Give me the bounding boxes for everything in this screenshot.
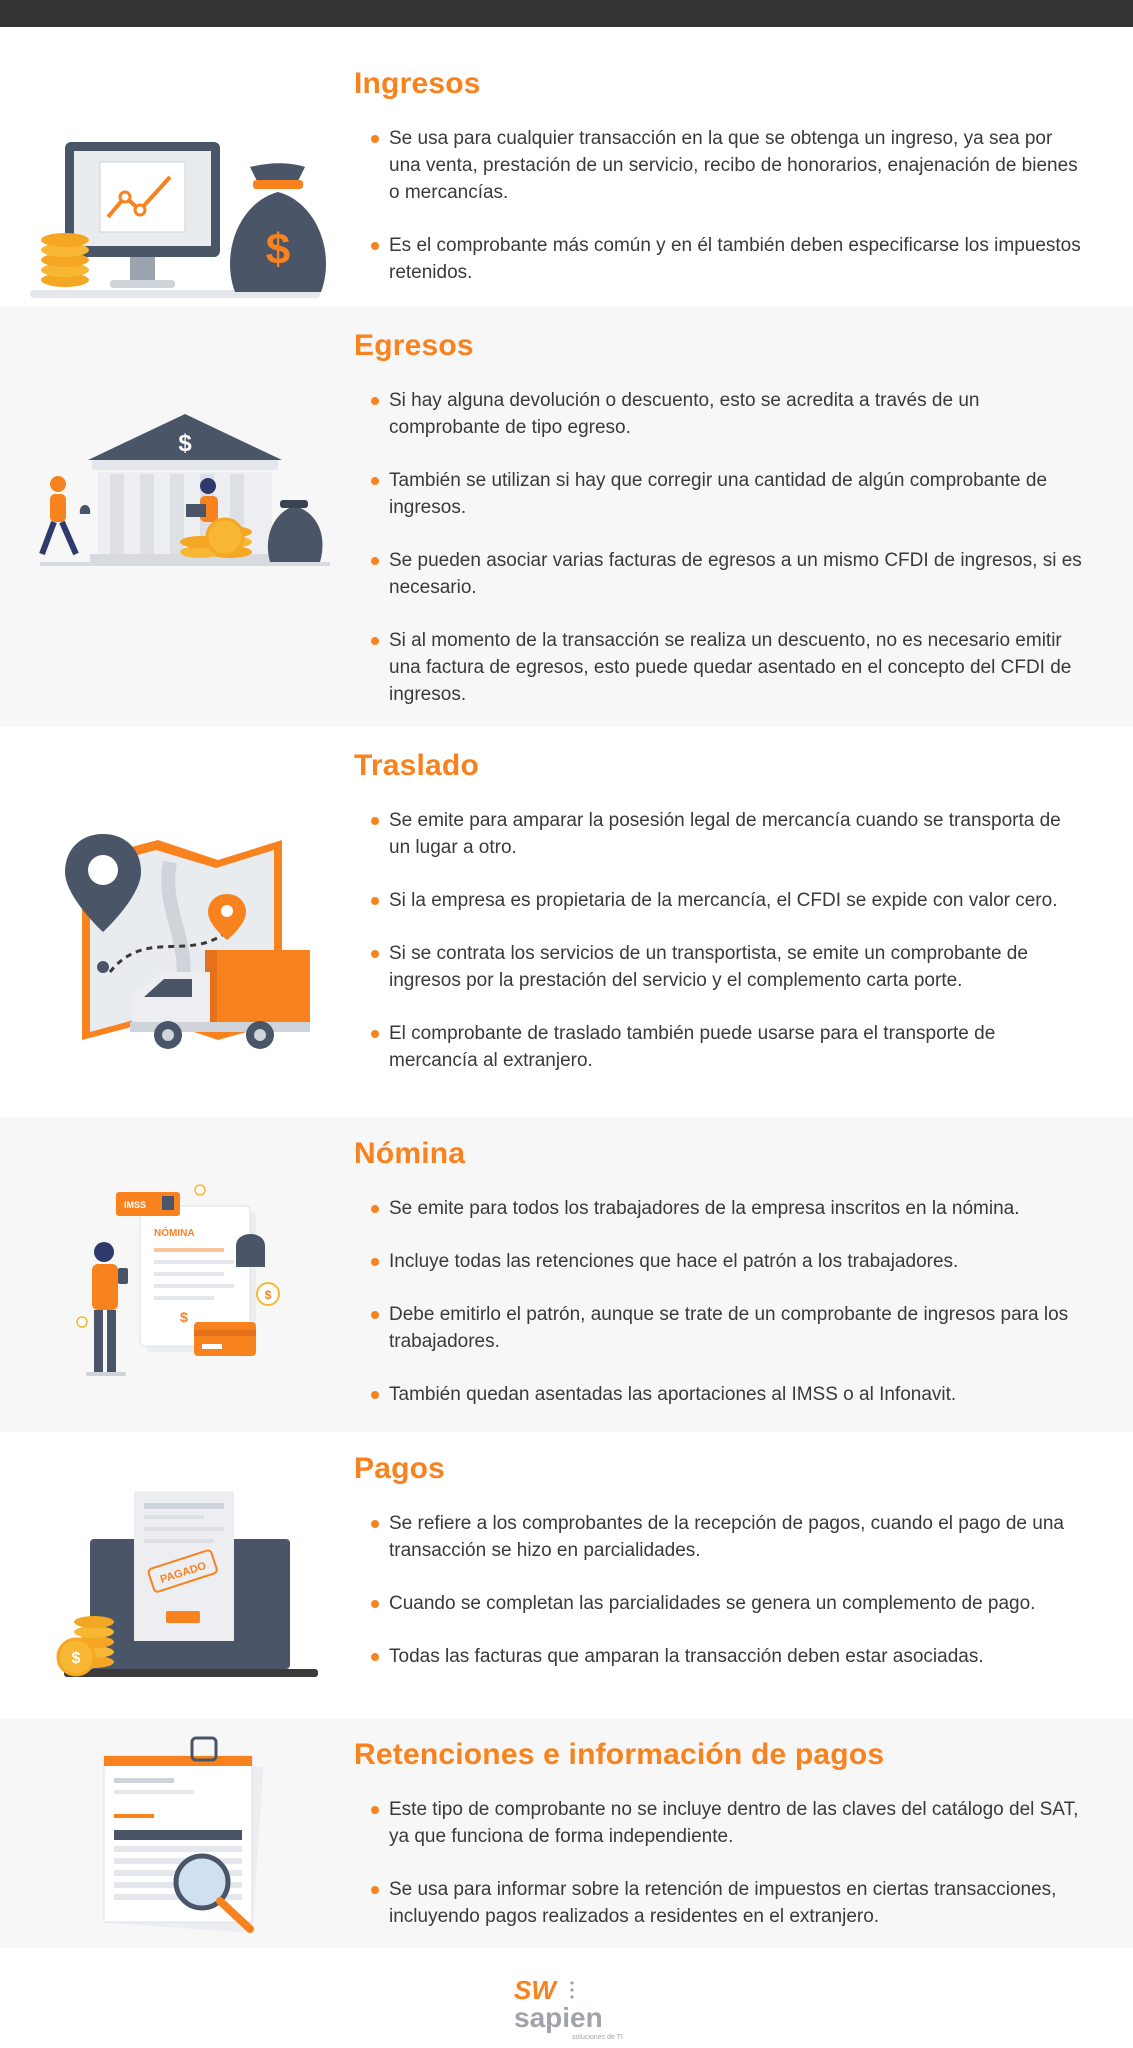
svg-text:SW: SW <box>514 1975 556 2005</box>
top-bar <box>0 0 1133 27</box>
list-item: Se emite para amparar la posesión legal de mercancía cuando se transporta de un lugar a otro. <box>354 807 1084 861</box>
bullet-dot-icon <box>371 1520 379 1528</box>
bullet-dot-icon <box>371 1311 379 1319</box>
pagos-illustration <box>20 1487 330 1692</box>
bullet-dot-icon <box>371 1600 379 1608</box>
list-item: Si al momento de la transacción se realiza un descuento, no es necesario emitir una factura de egresos, esto puede quedar asentado en el concepto del CFDI de ingresos. <box>354 627 1084 708</box>
bullet-dot-icon <box>371 397 379 405</box>
bullet-dot-icon <box>371 477 379 485</box>
section-title: Retenciones e información de pagos <box>354 1738 885 1771</box>
section-egresos <box>0 307 1133 727</box>
bullet-dot-icon <box>371 897 379 905</box>
money-bag-icon <box>268 500 323 562</box>
bullet-dot-icon <box>371 1391 379 1399</box>
svg-text:$: $ <box>265 225 291 274</box>
retenciones-illustration <box>20 1734 330 1944</box>
nomina-illustration <box>20 1182 330 1392</box>
bullet-list <box>354 807 1084 1074</box>
list-item: Se usa para informar sobre la retención de impuestos en ciertas transacciones, incluyendo pagos realizados a residentes en el extranjero. <box>354 1876 1084 1930</box>
bullet-dot-icon <box>371 557 379 565</box>
svg-text:soluciones de TI: soluciones de TI <box>572 2034 623 2041</box>
section-ingresos <box>0 27 1133 307</box>
list-item: También se utilizan si hay que corregir una cantidad de algún comprobante de ingresos. <box>354 467 1084 521</box>
list-item: Cuando se completan las parcialidades se genera un complemento de pago. <box>354 1590 1084 1617</box>
section-traslado <box>0 727 1133 1117</box>
bullet-dot-icon <box>371 1886 379 1894</box>
footer <box>0 1955 1133 2048</box>
svg-text:$: $ <box>71 1650 81 1667</box>
bullet-list <box>354 387 1084 708</box>
svg-text:$: $ <box>178 430 192 457</box>
bullet-list <box>354 125 1084 286</box>
coin-stack-icon <box>41 233 89 287</box>
list-item: Se usa para cualquier transacción en la que se obtenga un ingreso, ya sea por una venta, prestación de un servicio, recibo de honorarios, enajenación de bienes o mercancías. <box>354 125 1084 206</box>
bullet-dot-icon <box>371 637 379 645</box>
list-item: Si se contrata los servicios de un transportista, se emite un comprobante de ingresos por la prestación del servicio y el complemento carta porte. <box>354 940 1084 994</box>
list-item: Se refiere a los comprobantes de la recepción de pagos, cuando el pago de una transacción se hizo en parcialidades. <box>354 1510 1084 1564</box>
egresos-content <box>354 329 1084 708</box>
list-item: Todas las facturas que amparan la transacción deben estar asociadas. <box>354 1643 1084 1670</box>
svg-text:$: $ <box>180 1309 188 1325</box>
list-item: El comprobante de traslado también puede usarse para el transporte de mercancía al extranjero. <box>354 1020 1084 1074</box>
bullet-list <box>354 1510 1084 1670</box>
traslado-illustration <box>20 822 330 1067</box>
section-retenciones <box>0 1719 1133 1948</box>
section-pagos <box>0 1432 1133 1719</box>
pagos-content <box>354 1452 1084 1670</box>
bullet-list <box>354 1195 1084 1408</box>
list-item: Se emite para todos los trabajadores de la empresa inscritos en la nómina. <box>354 1195 1084 1222</box>
ingresos-illustration <box>20 132 330 312</box>
svg-text:sapien: sapien <box>514 2002 603 2033</box>
coin-stack-icon <box>58 1616 114 1675</box>
money-bag-icon <box>230 163 326 292</box>
person-phone-icon <box>86 1242 128 1376</box>
bullet-dot-icon <box>371 1806 379 1814</box>
invoice-document-icon <box>134 1491 234 1641</box>
egresos-illustration <box>20 402 330 587</box>
list-item: Debe emitirlo el patrón, aunque se trate de un comprobante de ingresos para los trabajadores. <box>354 1301 1084 1355</box>
bullet-dot-icon <box>371 1205 379 1213</box>
credit-card-icon <box>194 1322 256 1356</box>
bullet-list <box>354 1796 1084 1930</box>
svg-text:$: $ <box>264 1288 272 1302</box>
bullet-dot-icon <box>371 1030 379 1038</box>
list-item: Incluye todas las retenciones que hace el patrón a los trabajadores. <box>354 1248 1084 1275</box>
traslado-content <box>354 749 1084 1074</box>
person-walking-icon <box>42 476 90 554</box>
section-title: Ingresos <box>354 67 481 100</box>
bullet-dot-icon <box>371 1653 379 1661</box>
svg-text:NÓMINA: NÓMINA <box>154 1228 195 1239</box>
svg-text:IMSS: IMSS <box>124 1200 147 1210</box>
sw-sapien-logo <box>510 1973 630 2043</box>
list-item: También quedan asentadas las aportaciones al IMSS o al Infonavit. <box>354 1381 1084 1408</box>
svg-text:PAGADO: PAGADO <box>158 1559 208 1586</box>
list-item: Es el comprobante más común y en él también deben especificarse los impuestos retenidos. <box>354 232 1084 286</box>
list-item: Se pueden asociar varias facturas de egresos a un mismo CFDI de ingresos, si es necesario. <box>354 547 1084 601</box>
bullet-dot-icon <box>371 950 379 958</box>
section-title: Traslado <box>354 749 479 782</box>
list-item: Si hay alguna devolución o descuento, esto se acredita a través de un comprobante de tipo egreso. <box>354 387 1084 441</box>
ingresos-content <box>354 67 1084 286</box>
section-title: Nómina <box>354 1137 466 1170</box>
list-item: Si la empresa es propietaria de la mercancía, el CFDI se expide con valor cero. <box>354 887 1084 914</box>
list-item: Este tipo de comprobante no se incluye dentro de las claves del catálogo del SAT, ya que funciona de forma independiente. <box>354 1796 1084 1850</box>
imss-card-icon <box>116 1192 180 1216</box>
retenciones-content <box>354 1738 1084 1930</box>
section-title: Egresos <box>354 329 474 362</box>
bullet-dot-icon <box>371 817 379 825</box>
bullet-dot-icon <box>371 1258 379 1266</box>
section-nomina <box>0 1117 1133 1432</box>
bullet-dot-icon <box>371 242 379 250</box>
section-title: Pagos <box>354 1452 446 1485</box>
bullet-dot-icon <box>371 135 379 143</box>
nomina-content <box>354 1137 1084 1408</box>
